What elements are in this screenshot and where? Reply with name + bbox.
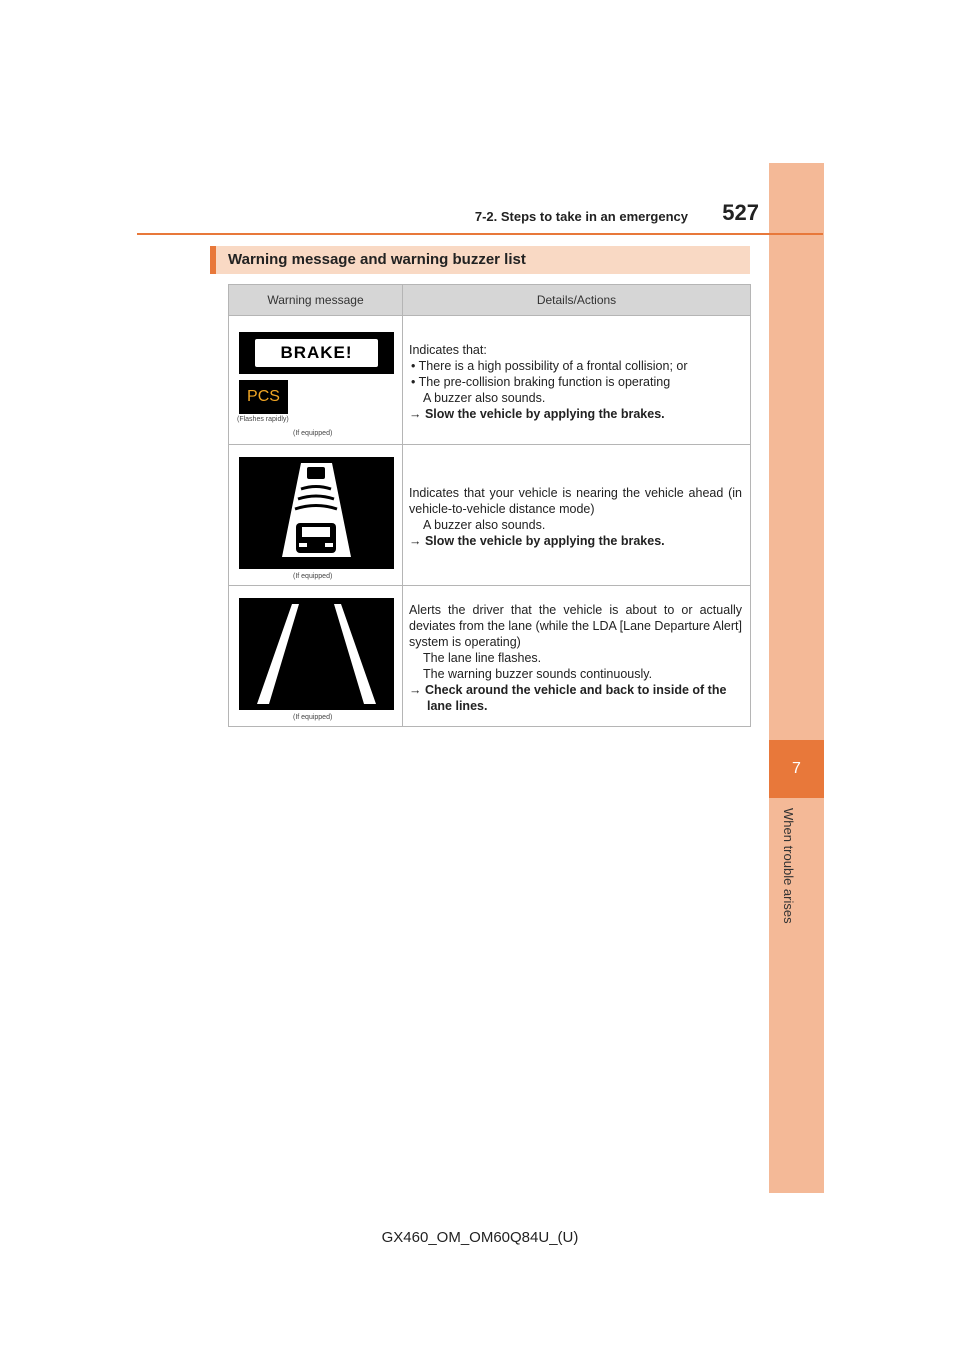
detail-action: → Slow the vehicle by applying the brakes. bbox=[409, 534, 665, 548]
pcs-indicator-icon: PCS bbox=[239, 380, 288, 414]
right-lane-line-icon bbox=[334, 604, 376, 704]
section-heading-bar bbox=[210, 246, 750, 274]
car-ahead-icon bbox=[307, 467, 325, 479]
detail-line: The lane line flashes. bbox=[423, 651, 542, 665]
warning-image-cell bbox=[229, 316, 403, 445]
details-cell bbox=[403, 316, 751, 445]
warning-table bbox=[228, 284, 751, 727]
document-code: GX460_OM_OM60Q84U_(U) bbox=[381, 1229, 579, 1246]
detail-line: A buzzer also sounds. bbox=[423, 518, 546, 532]
detail-line: Alerts the driver that the vehicle is about to or actually deviates from the lane (while the LDA [Lane Departure Alert] system is operating) bbox=[409, 603, 742, 649]
detail-action: → Slow the vehicle by applying the brakes. bbox=[409, 407, 665, 421]
header-details-actions: Details/Actions bbox=[403, 285, 751, 316]
header-section-title: 7-2. Steps to take in an emergency bbox=[474, 209, 688, 224]
detail-line: Indicates that your vehicle is nearing the vehicle ahead (in vehicle-to-vehicle distance mode) bbox=[409, 486, 742, 516]
brake-display bbox=[239, 332, 394, 374]
table-row bbox=[229, 316, 751, 445]
table-row bbox=[229, 586, 751, 727]
equipped-caption: (If equipped) bbox=[293, 573, 333, 580]
lane-departure-display bbox=[239, 598, 394, 710]
detail-bullet: • There is a high possibility of a frontal collision; or bbox=[411, 359, 688, 373]
left-lane-line-icon bbox=[257, 604, 299, 704]
windshield-icon bbox=[302, 527, 330, 537]
warning-image-cell bbox=[229, 445, 403, 586]
chapter-side-tab bbox=[769, 163, 824, 1193]
detail-line: Indicates that: bbox=[409, 343, 487, 357]
detail-line: A buzzer also sounds. bbox=[423, 391, 546, 405]
detail-bullet: • The pre-collision braking function is operating bbox=[411, 375, 671, 389]
details-cell bbox=[403, 445, 751, 586]
chapter-number: 7 bbox=[769, 740, 824, 798]
header-rule bbox=[137, 233, 823, 235]
detail-action: → Check around the vehicle and back to inside of the lane lines. bbox=[409, 683, 727, 713]
lane-lines-graphic bbox=[239, 598, 394, 710]
header-warning-message: Warning message bbox=[229, 285, 403, 316]
table-header-row bbox=[229, 285, 751, 316]
detail-line: The warning buzzer sounds continuously. bbox=[423, 667, 653, 681]
table-row bbox=[229, 445, 751, 586]
brake-text: BRAKE! bbox=[255, 339, 378, 367]
section-title: Warning message and warning buzzer list bbox=[228, 251, 526, 268]
warning-image-cell bbox=[229, 586, 403, 727]
flash-caption: (Flashes rapidly) bbox=[237, 416, 289, 423]
equipped-caption: (If equipped) bbox=[293, 714, 333, 721]
vehicle-approach-graphic bbox=[239, 457, 394, 569]
chapter-title: When trouble arises bbox=[781, 808, 796, 924]
page-number: 527 bbox=[722, 200, 759, 225]
details-cell bbox=[403, 586, 751, 727]
equipped-caption: (If equipped) bbox=[293, 430, 333, 437]
vehicle-approach-display bbox=[239, 457, 394, 569]
